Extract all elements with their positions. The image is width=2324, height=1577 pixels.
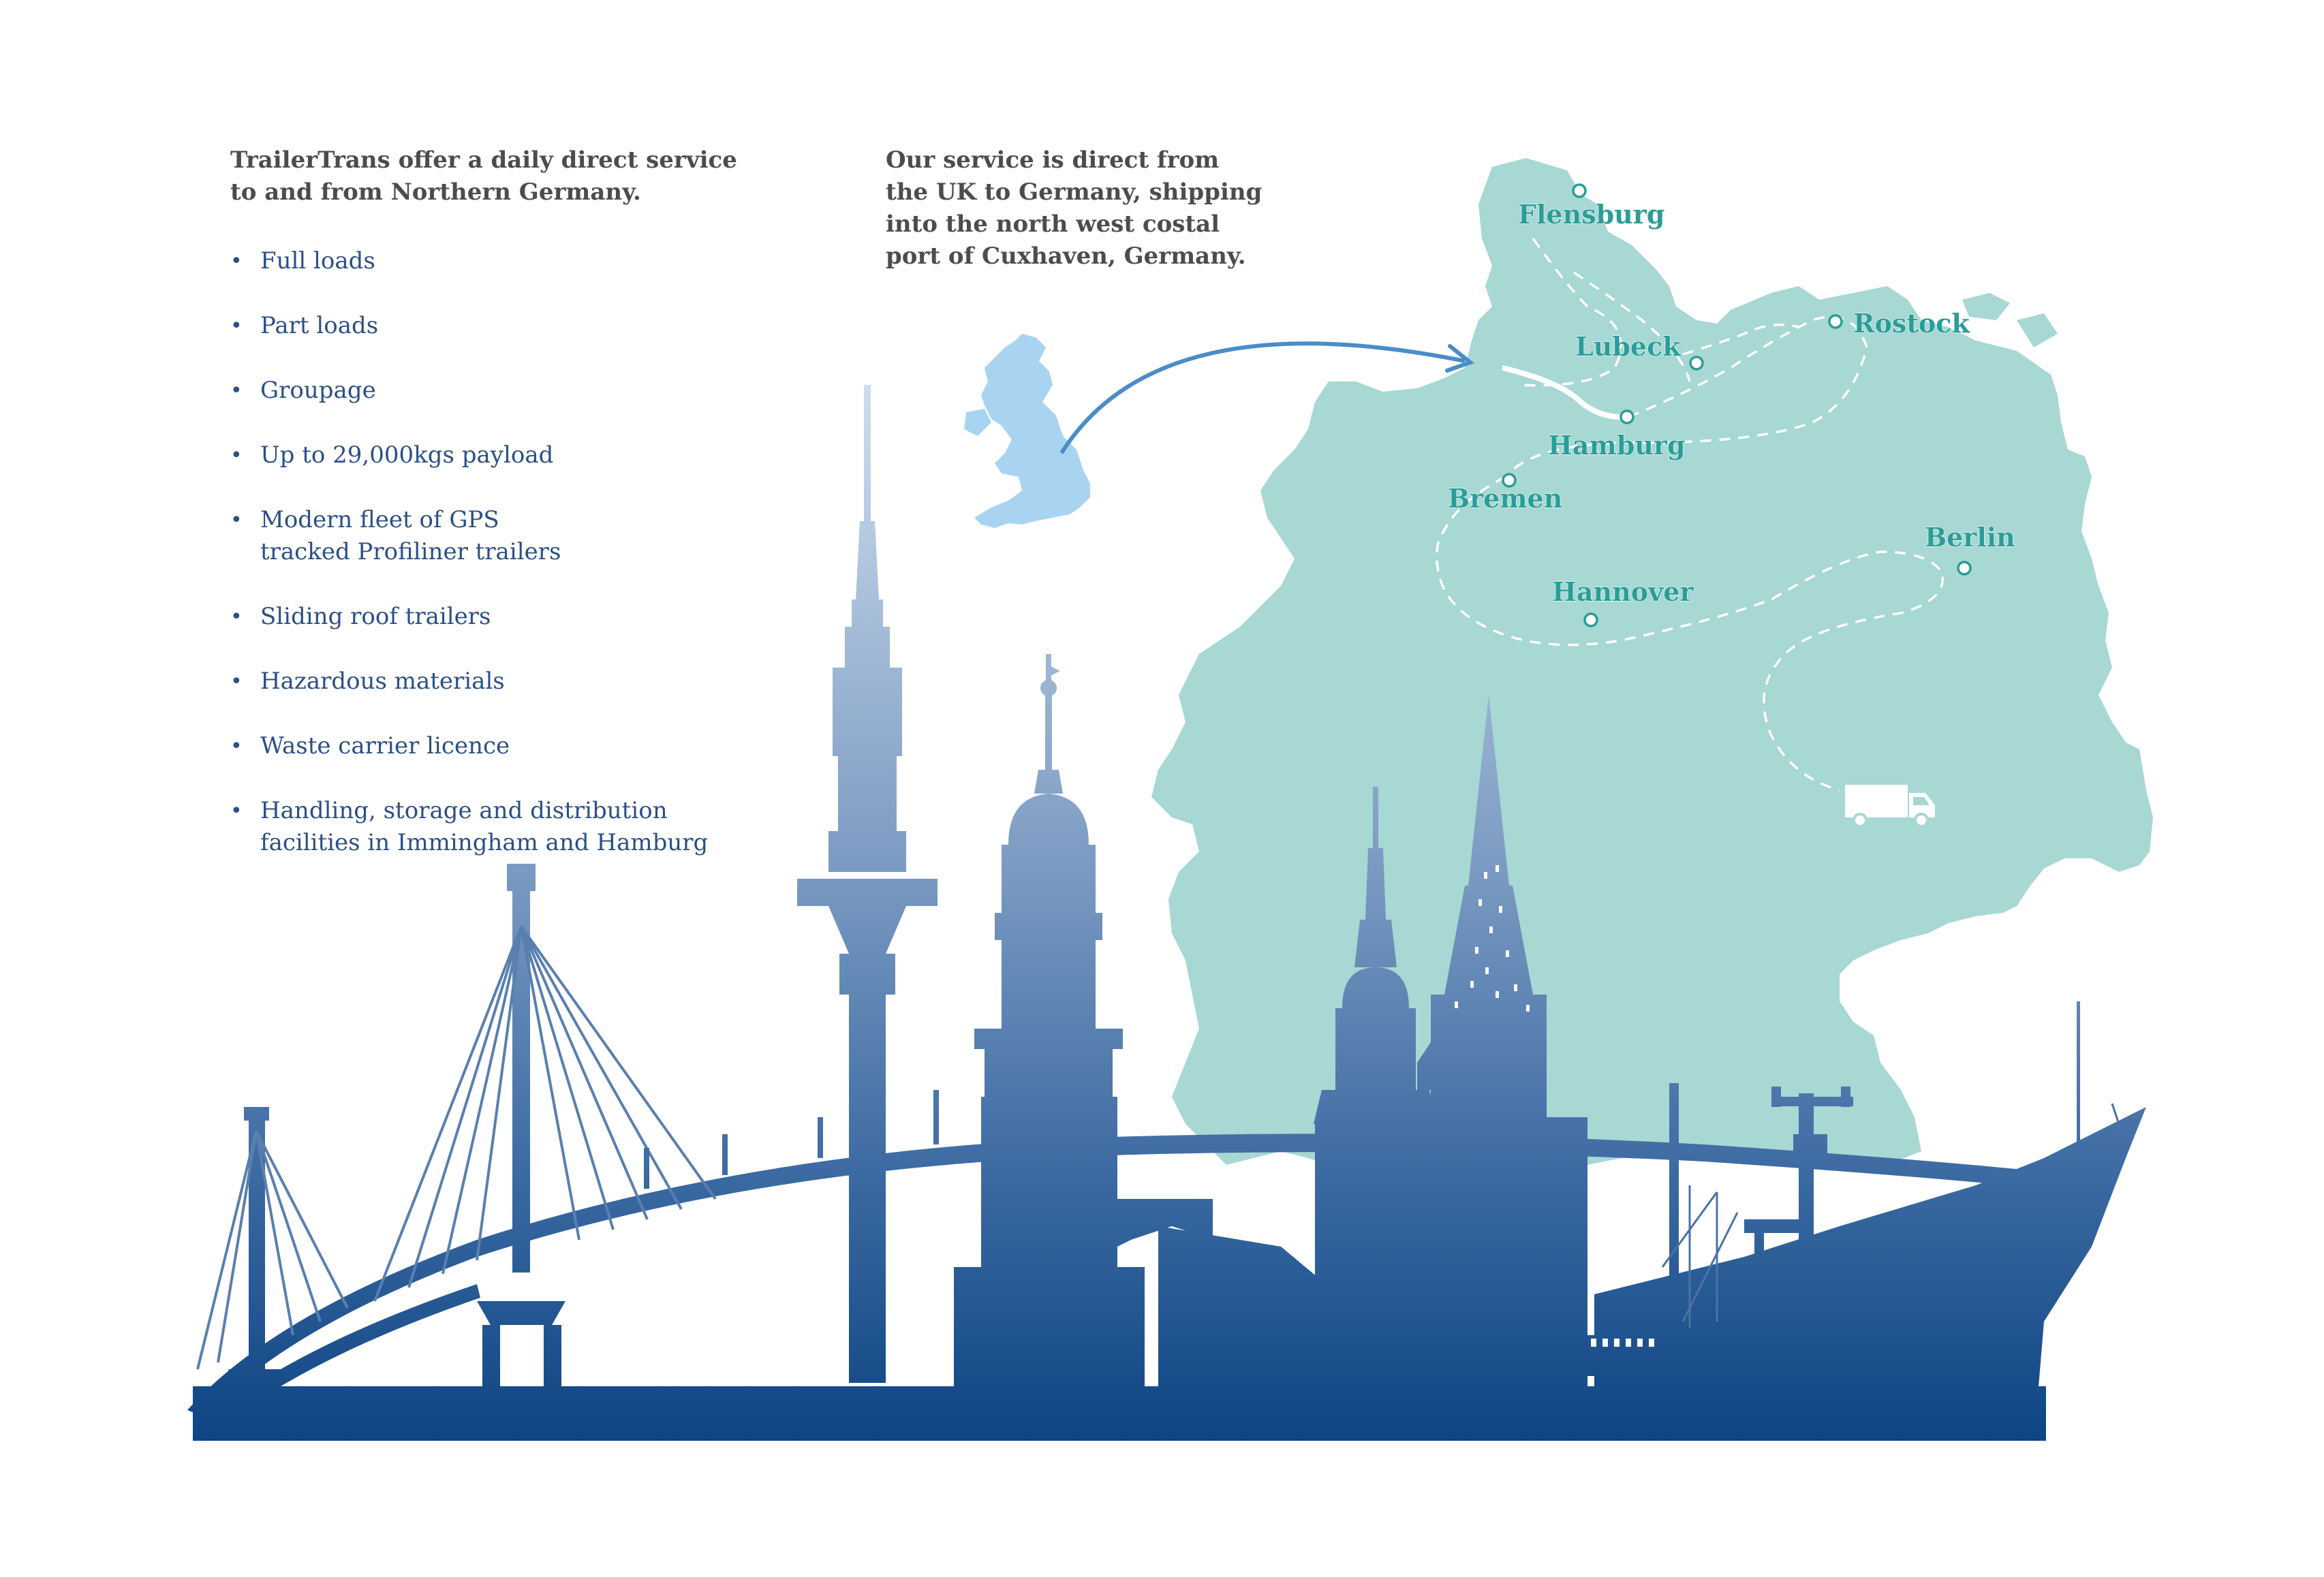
island-shape xyxy=(2017,313,2058,347)
feature-item: • Part loads xyxy=(230,310,789,342)
germany-map xyxy=(1151,158,2153,1185)
city-marker-berlin xyxy=(1958,562,1970,574)
city-label-hannover: Hannover xyxy=(1552,576,1694,607)
feature-item: • Waste carrier licence xyxy=(230,730,789,762)
feature-item: • Sliding roof trailers xyxy=(230,601,789,633)
city-marker-hamburg xyxy=(1621,411,1633,423)
city-label-hamburg: Hamburg xyxy=(1548,430,1686,460)
intro-text: TrailerTrans offer a daily direct service to and from Northern Germany. xyxy=(230,146,737,206)
city-marker-flensburg xyxy=(1573,185,1585,197)
uk-map xyxy=(974,334,1090,528)
city-marker-rostock xyxy=(1829,315,1842,328)
feature-item: • Full loads xyxy=(230,245,789,277)
feature-item: • Hazardous materials xyxy=(230,666,789,698)
feature-item: • Up to 29,000kgs payload xyxy=(230,439,789,471)
feature-item: • Handling, storage and distribution facilities in Immingham and Hamburg xyxy=(230,795,789,859)
city-label-berlin: Berlin xyxy=(1925,522,2015,552)
feature-item: • Groupage xyxy=(230,375,789,407)
northern-ireland-shape xyxy=(964,409,991,436)
city-marker-hannover xyxy=(1585,614,1597,626)
feature-item: • Modern fleet of GPS tracked Profiliner trailers xyxy=(230,504,789,568)
city-label-rostock: Rostock xyxy=(1853,308,1970,339)
city-label-bremen: Bremen xyxy=(1448,483,1563,514)
city-label-flensburg: Flensburg xyxy=(1518,199,1665,230)
city-marker-lubeck xyxy=(1690,357,1703,369)
city-label-lubeck: Lubeck xyxy=(1575,331,1681,362)
service-text: Our service is direct from the UK to Germany, shipping into the north west costal port of Cuxhaven, Germany. xyxy=(886,146,1262,270)
